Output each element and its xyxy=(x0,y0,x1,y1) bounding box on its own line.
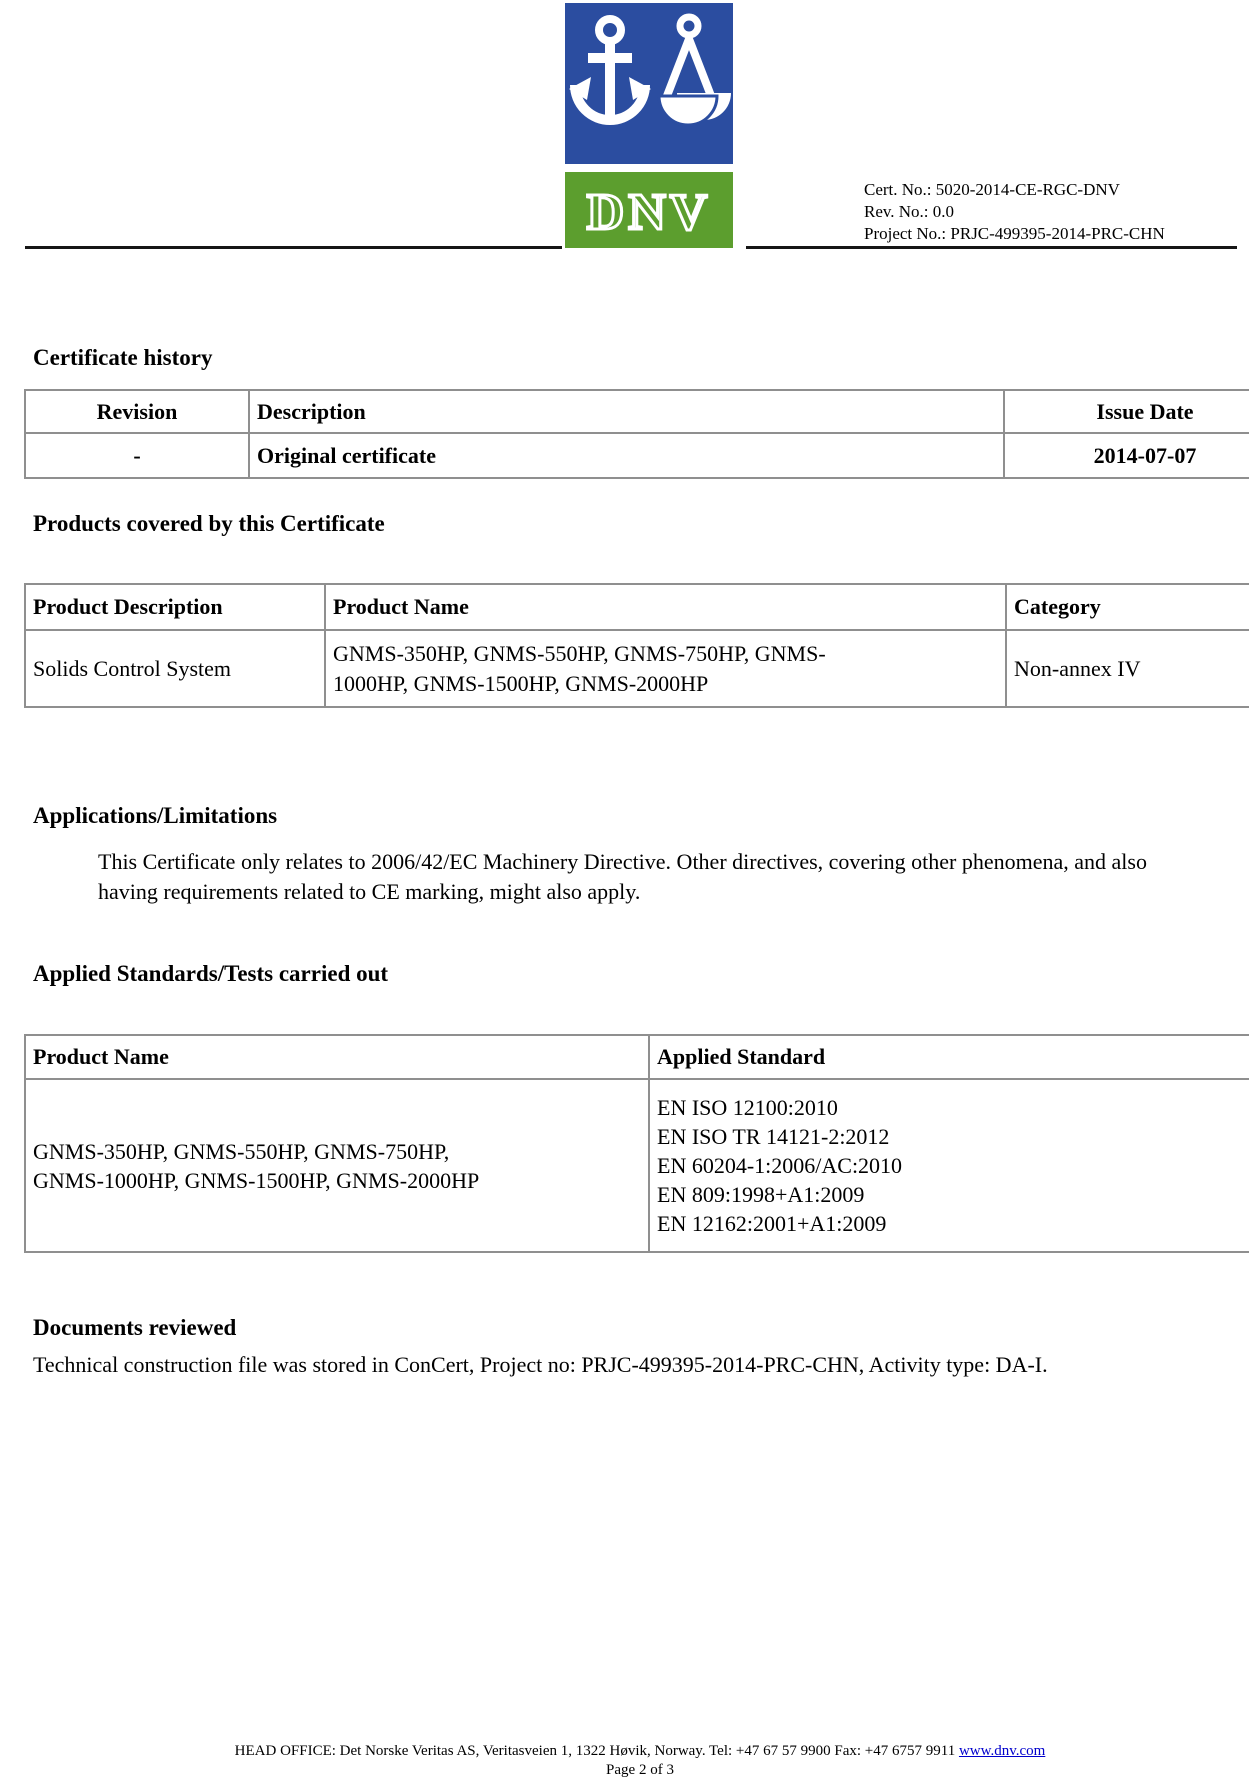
history-cell-issue-date: 2014-07-07 xyxy=(1004,433,1249,478)
section-title-applications-limitations: Applications/Limitations xyxy=(33,803,278,828)
history-header-description: Description xyxy=(249,390,1004,433)
products-header-name: Product Name xyxy=(325,584,1006,630)
dnv-logo-wordmark xyxy=(565,172,733,248)
applied-standards-table xyxy=(24,1034,1249,1253)
standard-line: EN 60204-1:2006/AC:2010 xyxy=(657,1153,903,1178)
anchor-icon xyxy=(569,19,651,120)
anchor-and-scales-icon xyxy=(565,3,733,164)
project-no-line: Project No.: PRJC-499395-2014-PRC-CHN xyxy=(864,224,1165,243)
standard-line: EN 809:1998+A1:2009 xyxy=(657,1182,865,1207)
standards-cell-product-name: GNMS-350HP, GNMS-550HP, GNMS-750HP, GNMS-1000HP, GNMS-1500HP, GNMS-2000HP xyxy=(25,1079,649,1252)
documents-reviewed-text: Technical construction file was stored in ConCert, Project no: PRJC-499395-2014-PRC-CHN, Activity type: DA-I. xyxy=(33,1352,1048,1377)
dnv-wordmark-text: DNV xyxy=(586,184,712,241)
page-number: Page 2 of 3 xyxy=(606,1762,674,1778)
products-row xyxy=(25,630,1249,707)
products-covered-table xyxy=(24,583,1249,708)
history-header-revision: Revision xyxy=(25,390,249,433)
footer-head-office xyxy=(24,1743,1249,1760)
standards-header-applied-standard: Applied Standard xyxy=(649,1035,1249,1079)
history-row xyxy=(25,433,1249,478)
products-cell-description: Solids Control System xyxy=(25,630,325,707)
products-header-category: Category xyxy=(1006,584,1249,630)
standards-row xyxy=(25,1079,1249,1252)
standard-line: EN 12162:2001+A1:2009 xyxy=(657,1211,887,1236)
cert-no-line: Cert. No.: 5020-2014-CE-RGC-DNV xyxy=(864,180,1120,199)
dnv-logo-emblem xyxy=(565,3,733,164)
certificate-history-table xyxy=(24,389,1249,479)
products-cell-name: GNMS-350HP, GNMS-550HP, GNMS-750HP, GNMS-1000HP, GNMS-1500HP, GNMS-2000HP xyxy=(325,630,1006,707)
scales-icon xyxy=(659,17,731,125)
section-title-products-covered: Products covered by this Certificate xyxy=(33,511,385,536)
applications-limitations-text: This Certificate only relates to 2006/42/EC Machinery Directive. Other directives, covering other phenomena, and also having requirements related to CE marking, might also apply. xyxy=(98,849,1147,904)
products-header-description: Product Description xyxy=(25,584,325,630)
standard-line: EN ISO 12100:2010 xyxy=(657,1095,838,1120)
section-title-certificate-history: Certificate history xyxy=(33,345,213,370)
history-cell-revision: - xyxy=(25,433,249,478)
header-rule-right xyxy=(746,246,1237,249)
standards-header-product-name: Product Name xyxy=(25,1035,649,1079)
section-title-documents-reviewed: Documents reviewed xyxy=(33,1315,237,1340)
rev-no-line: Rev. No.: 0.0 xyxy=(864,202,955,221)
dnv-website-link[interactable]: www.dnv.com xyxy=(958,1743,1046,1759)
header-rule-left xyxy=(25,246,562,249)
standard-line: EN ISO TR 14121-2:2012 xyxy=(657,1124,890,1149)
products-cell-category: Non-annex IV xyxy=(1006,630,1249,707)
section-title-applied-standards: Applied Standards/Tests carried out xyxy=(33,961,389,986)
head-office-text: HEAD OFFICE: Det Norske Veritas AS, Veritasveien 1, 1322 Høvik, Norway. Tel: +47 67 57 9900 Fax: +47 6757 9911 xyxy=(234,1743,959,1759)
history-cell-description: Original certificate xyxy=(249,433,1004,478)
history-header-issue-date: Issue Date xyxy=(1004,390,1249,433)
certificate-meta xyxy=(864,179,1165,245)
standards-cell-standards xyxy=(649,1079,1249,1252)
